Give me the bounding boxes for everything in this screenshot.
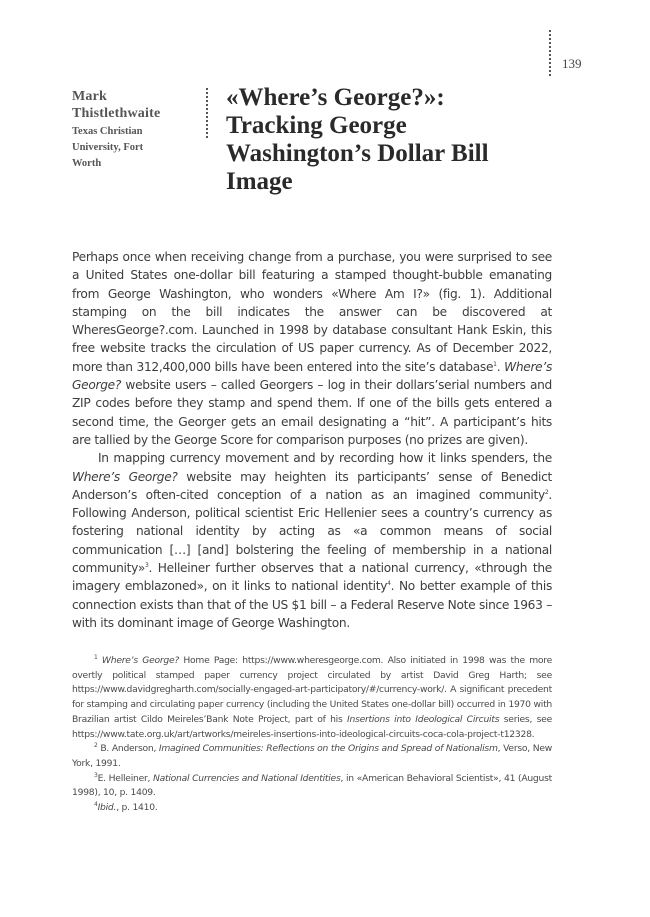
author-last-name: Thistlethwaite [72, 106, 161, 121]
footnote-3-text-a: E. Helleiner, [97, 772, 153, 784]
p2-text-c: . Following Anderson, political scientist Eric Hellenier sees a country’s currency as fostering national identity by acting as «a common means of social communication […] [and] bolstering the feeling of membership in a national community» [72, 487, 552, 576]
p2-text-b: website may heighten its participants’ sense of Benedict Anderson’s often-cited conception of a nation as an imagined community [72, 469, 552, 502]
footnote-3 [72, 772, 552, 801]
footnote-2-text-a: B. Anderson, [97, 743, 159, 755]
footnote-ref-2: 2 [544, 488, 549, 496]
author-block [72, 88, 190, 172]
footnote-4-italic: Ibid. [97, 802, 117, 814]
footnote-2 [72, 742, 552, 771]
p1-text-a: Perhaps once when receiving change from a purchase, you were surprised to see a United States one-dollar bill featuring a stamped thought-bubble emanating from George Washington, who wonders «Where Am I?» (fig. 1). Additional stamping on the bill indicates the answer can be discovered at WheresGeorge?.com. Launched in 1998 by database consultant Hank Eskin, this free website tracks the circulation of US paper currency. As of December 2022, more than 312,400,000 bills have been entered into the site’s database [72, 250, 552, 374]
p2-italic-website: Where’s George? [72, 469, 178, 484]
p1-text-b: . [496, 359, 505, 374]
footnote-2-text-b: , Verso, New York, 1991. [72, 743, 552, 769]
body-text [72, 248, 552, 632]
p1-italic-website: Where’s George? [72, 359, 552, 393]
title-line-1: «Where’s George?»: [226, 84, 445, 111]
page-number-rule [549, 30, 551, 76]
affiliation-line-2: University, Fort [72, 142, 144, 153]
footnote-1-italic-a: Where’s George? [101, 655, 179, 666]
footnote-1 [72, 654, 552, 742]
paragraph-2 [72, 449, 552, 632]
p2-text-d: . Helleiner further observes that a national currency, «through the imagery emblazoned», on it links to national identity [72, 561, 552, 594]
footnote-3-text-b: , in «American Behavioral Scientist», 41 (August 1998), 10, p. 1409. [72, 772, 552, 799]
title-line-4: Image [226, 168, 293, 195]
footnote-1-text-b: series, see https://www.tate.org.uk/art/artworks/meireles-insertions-into-ideological-circuits-coca-cola-project-t12328. [72, 713, 552, 740]
footnote-3-italic: National Currencies and National Identities [153, 772, 341, 784]
footnote-ref-1: 1 [493, 360, 497, 368]
footnote-4-number: 4 [94, 800, 98, 808]
footnote-ref-4: 4 [387, 580, 391, 588]
affiliation-line-3: Worth [72, 158, 102, 169]
title-rule [206, 88, 208, 138]
footnote-1-text-a: Home Page: https://www.wheresgeorge.com. Also initiated in 1998 was the more overtly political stamped paper currency project circulated by artist David Greg Harth; see https://www.davidgregharth.com/socially-engaged-art-participatory/#/currency-work/. A significant precedent for stamping and circulating paper currency (including the United States one-dollar bill) occurred in 1970 with Brazilian artist Cildo Meireles’Bank Note Project, part of his [72, 655, 552, 725]
paragraph-1 [72, 248, 552, 449]
title-line-3: Washington’s Dollar Bill [226, 140, 489, 167]
footnote-4 [72, 801, 552, 816]
page-number: 139 [562, 56, 582, 71]
author-first-name: Mark [72, 89, 108, 104]
footnote-2-italic: Imagined Communities: Reflections on the Origins and Spread of Nationalism [158, 743, 498, 755]
footnote-4-text: , p. 1410. [116, 802, 158, 814]
footnote-1-italic-b: Insertions into Ideological Circuits [347, 713, 500, 725]
p2-text-a: In mapping currency movement and by recording how it links spenders, the [98, 451, 552, 466]
title-line-2: Tracking George [226, 112, 407, 139]
affiliation-line-1: Texas Christian [72, 126, 143, 137]
p1-text-c: website users – called Georgers – log in their dollars’serial numbers and ZIP codes before they stamp and spend them. If one of the bills gets entered a second time, the Georger gets an email designating a “hit”. A participant’s hits are tallied by the George Score for comparison purposes (no prizes are given). [72, 378, 552, 447]
footnote-ref-3: 3 [144, 561, 149, 569]
author-affiliation [72, 124, 190, 172]
footnote-3-number: 3 [94, 771, 98, 779]
article-title [226, 84, 556, 196]
footnote-1-number: 1 [94, 653, 98, 661]
footnotes [72, 654, 552, 816]
p2-text-e: . No better example of this connection exists than that of the US $1 bill – a Federal Reserve Note since 1963 – with its dominant image of George Washington. [72, 579, 552, 630]
footnote-2-number: 2 [94, 742, 98, 750]
